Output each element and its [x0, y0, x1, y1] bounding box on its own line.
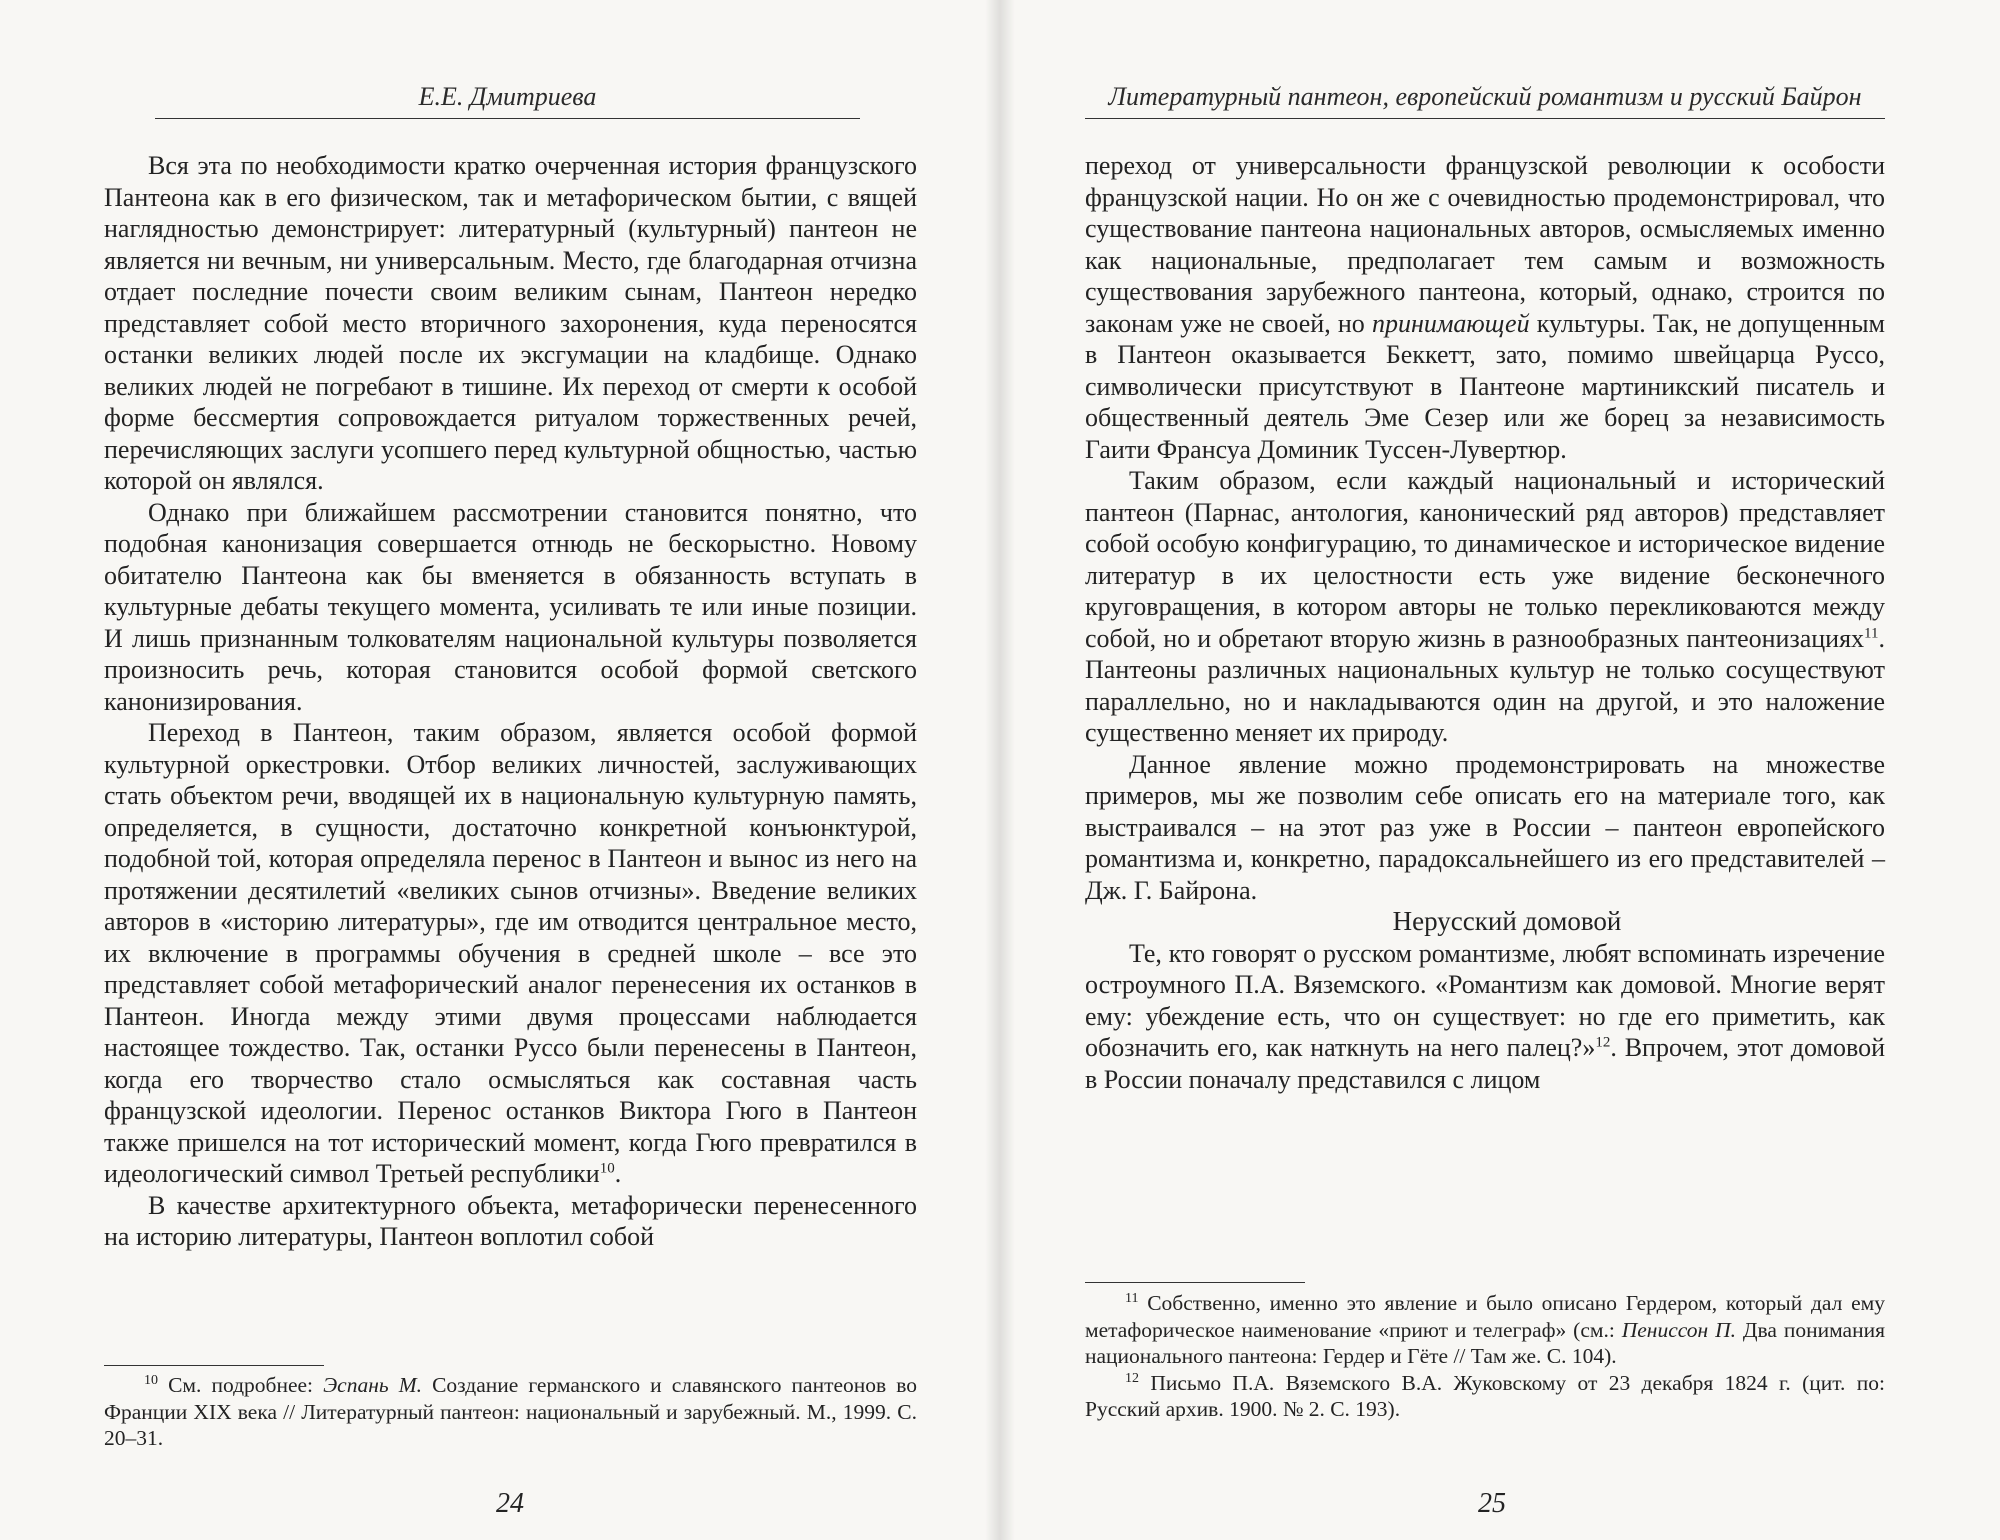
right-paragraph-2: [1085, 465, 1885, 749]
right-footnote-rule: [1085, 1282, 1305, 1283]
right-paragraph-1-a: переход от универсальности французской революции к особости французской нации. Но он же с очевидностью продемонстрировал, что существование пантеона национальных авторов, осмысляемых именно как национальные, предполагает тем самым и возможность существования зарубежного пантеона, который, однако, строится по законам уже не своей, но: [1085, 151, 1885, 338]
footnote-11-number: 11: [1125, 1290, 1139, 1306]
left-running-header: Е.Е. Дмитриева: [418, 82, 597, 111]
left-paragraph-4: В качестве архитектурного объекта, метафорически перенесенного на историю литературы, Пантеон воплотил собой: [104, 1190, 917, 1251]
right-footnotes: [1085, 1290, 1885, 1423]
footnote-11-text-a: Собственно, именно это явление и было описано Гердером, который дал ему метафорическое наименование «приют и телеграф» (см.:: [1085, 1291, 1885, 1342]
footnote-11: [1085, 1290, 1885, 1370]
left-footnotes: [104, 1372, 917, 1452]
left-paragraph-1: Вся эта по необходимости кратко очерченная история французского Пантеона как в его физическом, так и метафорическом бытии, с вящей наглядностью демонстрирует: литературный (культурный) пантеон не является ни вечным, ни универсальным. Место, где благодарная отчизна отдает последние почести своим великим сынам, Пантеон нередко представляет собой место вторичного захоронения, куда переносятся останки великих людей после их эксгумации на кладбище. Однако великих людей не погребают в тишине. Их переход от смерти к особой форме бессмертия сопровождается ритуалом торжественных речей, перечисляющих заслуги усопшего перед культурной общностью, частью которой он являлся.: [104, 151, 917, 495]
right-paragraph-2-b: . Пантеоны различных национальных культур не только сосуществуют параллельно, но и накладываются один на другой, и это наложение существенно меняет их природу.: [1085, 623, 1885, 747]
left-footnote-rule: [104, 1365, 324, 1366]
footnote-ref-12[interactable]: 12: [1595, 1034, 1611, 1051]
footnote-10-author: Эспань М.: [323, 1373, 423, 1397]
right-paragraph-2-a: Таким образом, если каждый национальный и исторический пантеон (Парнас, антология, канонический ряд авторов) представляет собой особую конфигурацию, то динамическое и историческое видение литератур в их целостности есть уже видение бесконечного круговращения, в котором авторы не только перекликоваются между собой, но и обретают вторую жизнь в разнообразных пантеонизациях: [1085, 466, 1885, 653]
right-paragraph-4-b: . Впрочем, этот домовой в России поначалу представился с лицом: [1085, 1033, 1885, 1094]
footnote-10-text-a: См. подробнее:: [158, 1373, 324, 1397]
right-header-rule: [1085, 118, 1885, 119]
footnote-10: [104, 1372, 917, 1452]
left-paragraph-3: Переход в Пантеон, таким образом, является особой формой культурной оркестровки. Отбор великих личностей, заслуживающих стать объектом речи, вводящей их в национальную культурную память, определяется, в сущности, достаточно конкретной конъюнктурой, подобной той, которая определяла перенос в Пантеон и вынос из него на протяжении десятилетий «великих сынов отчизны». Введение великих авторов в «историю литературы», где им отводится центральное место, их включение в программы обучения в средней школе – все это представляет собой метафорический аналог перенесения их останков в Пантеон. Иногда между этими двумя процессами наблюдается настоящее тождество. Так, останки Руссо были перенесены в Пантеон, когда его творчество стало осмысляться как составная часть французской идеологии. Перенос останков Виктора Гюго в Пантеон также пришелся на тот исторический момент, когда Гюго превратился в идеологический символ Третьей республики$^{10}$.: [104, 718, 917, 1188]
section-title: Нерусский домовой: [1392, 906, 1622, 936]
footnote-ref-11[interactable]: 11: [1864, 624, 1879, 641]
left-paragraph-3-text: Переход в Пантеон, таким образом, является особой формой культурной оркестровки. Отбор великих личностей, заслуживающих стать объектом речи, вводящей их в национальную культурную память, определяется, в сущности, достаточно конкретной конъюнктурой, подобной той, которая определяла перенос в Пантеон и вынос из него на протяжении десятилетий «великих сынов отчизны». Введение великих авторов в «историю литературы», где им отводится центральное место, их включение в программы обучения в средней школе – все это представляет собой метафорический аналог перенесения их останков в Пантеон. Иногда между этими двумя процессами наблюдается настоящее тождество. Так, останки Руссо были перенесены в Пантеон, когда его творчество стало осмысляться как составная часть французской идеологии. Перенос останков Виктора Гюго в Пантеон также пришелся на тот исторический момент, когда Гюго превратился в идеологический символ Третьей республики: [104, 718, 917, 1188]
right-paragraph-1: [1085, 150, 1885, 465]
footnote-12-text: Письмо П.А. Вяземского В.А. Жуковскому от 23 декабря 1824 г. (цит. по: Русский архив. 1900. № 2. С. 193).: [1085, 1370, 1885, 1421]
left-header-rule: [155, 118, 860, 119]
right-running-header: Литературный пантеон, европейский романтизм и русский Байрон: [1108, 82, 1862, 111]
right-paragraph-3: Данное явление можно продемонстрировать на множестве примеров, мы же позволим себе описать его на материале того, как выстраивался – на этот раз уже в России – пантеон европейского романтизма и, конкретно, парадоксальнейшего из его представителей – Дж. Г. Байрона.: [1085, 749, 1885, 905]
right-paragraph-1-b: культуры. Так, не допущенным в Пантеон оказывается Беккетт, зато, помимо швейцарца Руссо, символически присутствуют в Пантеоне мартиникский писатель и общественный деятель Эме Сезер или же борец за независимость Гаити Франсуа Доминик Туссен-Лувертюр.: [1085, 308, 1885, 464]
right-paragraph-4: [1085, 938, 1885, 1096]
right-paragraph-1-emphasis: принимающей: [1371, 308, 1530, 338]
footnote-10-text-b: Создание германского и славянского пантеонов во Франции XIX века // Литературный пантеон: национальный и зарубежный. М., 1999. С. 20–31.: [104, 1373, 917, 1450]
left-page-number: 24: [496, 1488, 524, 1519]
right-page-number: 25: [1478, 1488, 1506, 1519]
footnote-11-text-b: Два понимания национального пантеона: Гердер и Гёте // Там же. С. 104).: [1085, 1317, 1886, 1368]
footnote-11-author: Пениссон П.: [1621, 1317, 1736, 1342]
footnote-12: [1085, 1370, 1885, 1423]
footnote-10-number: 10: [144, 1372, 158, 1388]
right-body-text: [1085, 150, 1885, 1095]
left-paragraph-2: Однако при ближайшем рассмотрении становится понятно, что подобная канонизация совершается отнюдь не бескорыстно. Новому обитателю Пантеона как бы вменяется в обязанность вступать в культурные дебаты текущего момента, усиливать те или иные позиции. И лишь признанным толкователям национальной культуры позволяется произносить речь, которая становится особой формой светского канонизирования.: [104, 497, 917, 716]
right-paragraph-4-a: Те, кто говорят о русском романтизме, любят вспоминать изречение остроумного П.А. Вяземского. «Романтизм как домовой. Многие верят ему: убеждение есть, что он существует: но где его приметить, как обозначить его, как наткнуть на него палец?»: [1085, 938, 1885, 1062]
footnote-12-number: 12: [1125, 1370, 1139, 1386]
left-body-text: [104, 150, 917, 1253]
footnote-ref-10[interactable]: 10: [599, 1160, 615, 1177]
